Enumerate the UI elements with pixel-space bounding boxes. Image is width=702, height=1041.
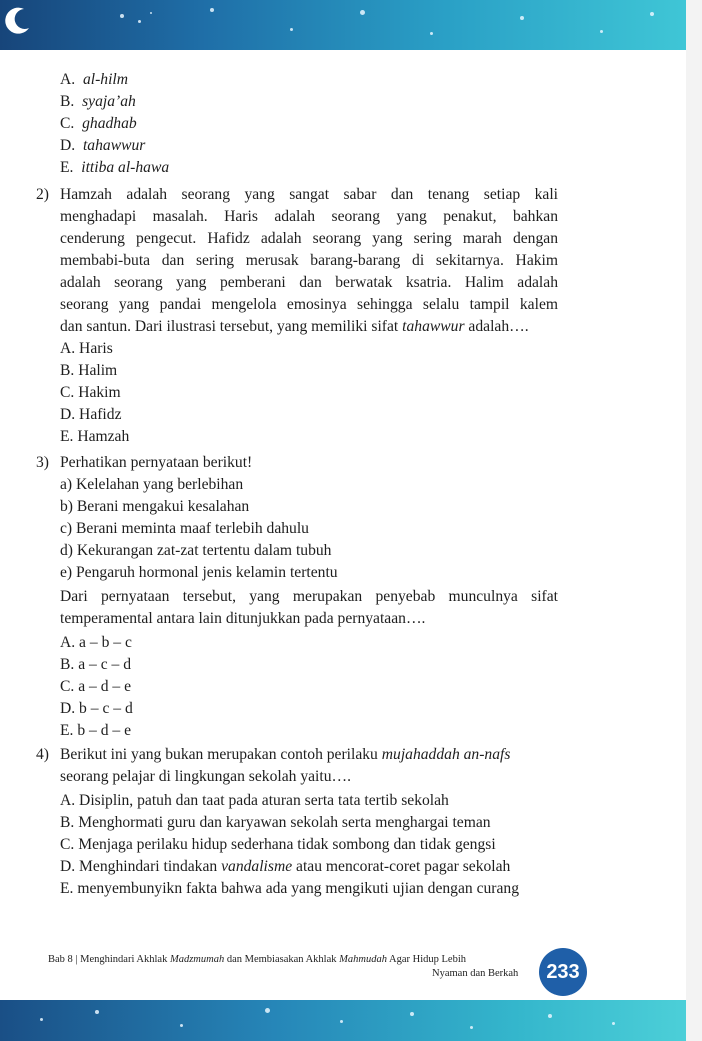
q2-option-a: A. Haris bbox=[60, 340, 113, 357]
footer-chapter-title-line2: Nyaman dan Berkah bbox=[432, 968, 519, 979]
q2-text-line: adalah seorang yang pemberani dan berwatak ksatria. Halim adalah bbox=[60, 274, 558, 291]
q3-number: 3) bbox=[36, 454, 49, 471]
q2-number: 2) bbox=[36, 186, 49, 203]
q3-statement: e) Pengaruh hormonal jenis kelamin tertentu bbox=[60, 564, 338, 581]
q4-stem-line: Berikut ini yang bukan merupakan contoh perilaku mujahaddah an-nafs bbox=[60, 746, 511, 763]
q3-statement: d) Kekurangan zat-zat tertentu dalam tubuh bbox=[60, 542, 332, 559]
header-banner bbox=[0, 0, 686, 50]
q3-option-a: A. a – b – c bbox=[60, 634, 132, 651]
q1-option-b: B. syaja’ah bbox=[60, 93, 136, 110]
q3-option-e: E. b – d – e bbox=[60, 722, 132, 739]
q3-statement: c) Berani meminta maaf terlebih dahulu bbox=[60, 520, 309, 537]
q3-question-line: temperamental antara lain ditunjukkan pada pernyataan…. bbox=[60, 610, 426, 627]
q2-text-line: cenderung pengecut. Hafidz adalah seorang yang sering marah dengan bbox=[60, 230, 558, 247]
q3-option-b: B. a – c – d bbox=[60, 656, 132, 673]
q1-option-a: A. al-hilm bbox=[60, 71, 129, 88]
q2-option-b: B. Halim bbox=[60, 362, 118, 379]
q4-stem-line: seorang pelajar di lingkungan sekolah yaitu…. bbox=[60, 768, 352, 785]
q1-option-c: C. ghadhab bbox=[60, 115, 137, 132]
q3-question-line: Dari pernyataan tersebut, yang merupakan penyebab munculnya sifat bbox=[60, 588, 558, 605]
q1-option-e: E. ittiba al-hawa bbox=[60, 159, 170, 176]
q3-option-c: C. a – d – e bbox=[60, 678, 132, 695]
q4-option-c: C. Menjaga perilaku hidup sederhana tidak sombong dan tidak gengsi bbox=[60, 836, 496, 853]
q4-number: 4) bbox=[36, 746, 49, 763]
q2-question-line: dan santun. Dari ilustrasi tersebut, yang memiliki sifat tahawwur adalah…. bbox=[60, 318, 529, 335]
q4-option-d: D. Menghindari tindakan vandalisme atau mencorat-coret pagar sekolah bbox=[60, 858, 511, 875]
page-number-badge: 233 bbox=[539, 948, 587, 996]
q2-text-line: Hamzah adalah seorang yang sangat sabar dan tenang setiap kali bbox=[60, 186, 558, 203]
crescent-moon-icon bbox=[2, 6, 32, 36]
q2-option-d: D. Hafidz bbox=[60, 406, 122, 423]
q4-option-a: A. Disiplin, patuh dan taat pada aturan serta tata tertib sekolah bbox=[60, 792, 449, 809]
q4-option-b: B. Menghormati guru dan karyawan sekolah serta menghargai teman bbox=[60, 814, 491, 831]
q3-option-d: D. b – c – d bbox=[60, 700, 133, 717]
q2-option-c: C. Hakim bbox=[60, 384, 121, 401]
q2-text-line: membabi-buta dan sering merusak barang-barang di sekitarnya. Hakim bbox=[60, 252, 558, 269]
q2-text-line: menghadapi masalah. Haris adalah seorang yang penakut, bahkan bbox=[60, 208, 558, 225]
q3-statement: a) Kelelahan yang berlebihan bbox=[60, 476, 244, 493]
footer-banner bbox=[0, 1000, 686, 1041]
q3-statement: b) Berani mengakui kesalahan bbox=[60, 498, 250, 515]
footer-chapter-title: Bab 8 | Menghindari Akhlak Madzmumah dan Membiasakan Akhlak Mahmudah Agar Hidup Lebih bbox=[48, 954, 466, 965]
q4-option-e: E. menyembunyikn fakta bahwa ada yang mengikuti ujian dengan curang bbox=[60, 880, 520, 897]
q2-text-line: seorang yang pandai mengelola emosinya sehingga selalu tampil kalem bbox=[60, 296, 558, 313]
page-edge bbox=[686, 0, 702, 1041]
q1-option-d: D. tahawwur bbox=[60, 137, 146, 154]
q3-stem: Perhatikan pernyataan berikut! bbox=[60, 454, 253, 471]
q2-option-e: E. Hamzah bbox=[60, 428, 130, 445]
